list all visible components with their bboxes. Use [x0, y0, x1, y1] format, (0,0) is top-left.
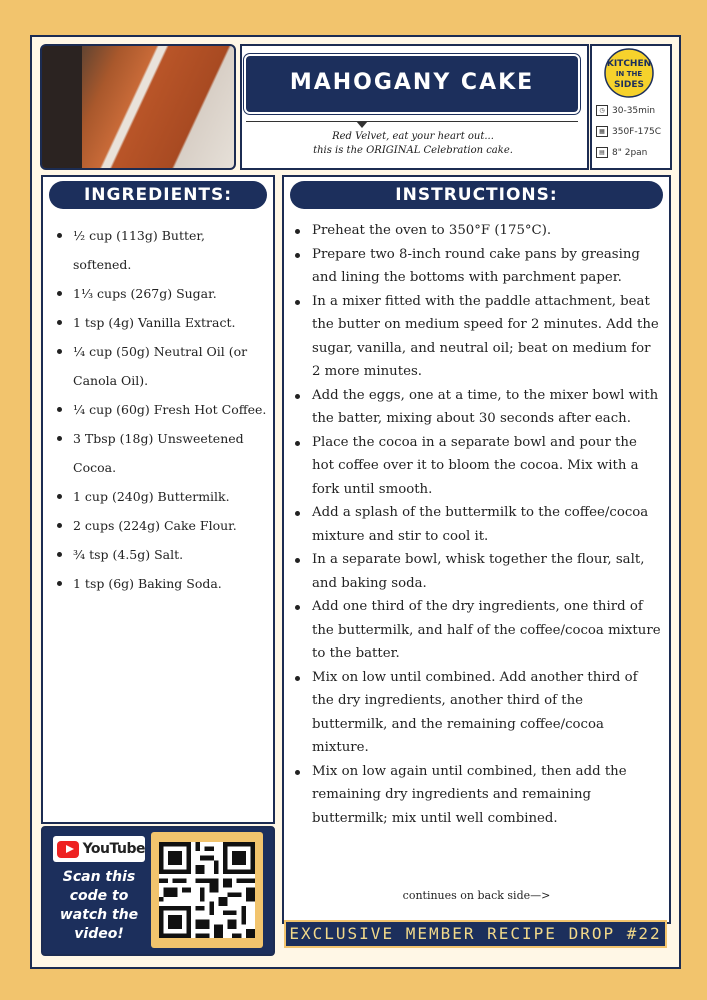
prep-time-value: 30-35min — [612, 105, 656, 116]
pan-icon: ▤ — [596, 147, 608, 158]
instruction-step: In a mixer fitted with the paddle attachment, beat the butter on medium speed for 2 minutes. Add the sugar, vanilla, and neutral oil; beat on medium for 2 more minutes. — [290, 290, 662, 384]
scan-instructions — [49, 868, 149, 944]
continues-note: continues on back side—> — [402, 889, 551, 902]
brand-logo — [599, 47, 659, 99]
meta-prep-time — [596, 105, 655, 116]
instructions-heading: INSTRUCTIONS: — [290, 181, 663, 209]
pan-size-value: 8" 2pan — [612, 147, 648, 158]
recipe-tagline — [248, 130, 578, 158]
meta-pan-size — [596, 147, 647, 158]
scan-line-1: Scan this — [62, 869, 136, 885]
ingredient-item: ¾ tsp (4.5g) Salt. — [53, 540, 267, 569]
ingredient-item: 2 cups (224g) Cake Flour. — [53, 511, 267, 540]
instruction-step: Preheat the oven to 350°F (175°C). — [290, 219, 662, 243]
tagline-line-1: Red Velvet, eat your heart out... — [332, 131, 494, 142]
clock-icon: ◷ — [596, 105, 608, 116]
instructions-list — [290, 219, 662, 830]
youtube-wordmark: YouTube — [82, 841, 145, 857]
temperature-value: 350F-175C — [612, 126, 662, 137]
ingredient-item: 1 tsp (4g) Vanilla Extract. — [53, 308, 267, 337]
ingredients-list — [53, 221, 267, 598]
instruction-step: Place the cocoa in a separate bowl and pour the hot coffee over it to bloom the cocoa. Mix with a fork until smooth. — [290, 431, 662, 502]
ingredients-heading: INGREDIENTS: — [49, 181, 267, 209]
instruction-step: Add a splash of the buttermilk to the coffee/cocoa mixture and stir to cool it. — [290, 501, 662, 548]
callout-pointer — [356, 121, 368, 128]
callout-line — [246, 121, 578, 122]
member-drop-banner: EXCLUSIVE MEMBER RECIPE DROP #22 — [284, 920, 667, 948]
scan-line-3: watch the — [59, 907, 139, 923]
recipe-title: MAHOGANY CAKE — [289, 70, 535, 95]
scan-line-4: video! — [74, 926, 124, 942]
ingredient-item: 1⅓ cups (267g) Sugar. — [53, 279, 267, 308]
ingredient-item: ¼ cup (60g) Fresh Hot Coffee. — [53, 395, 267, 424]
youtube-badge[interactable] — [53, 836, 145, 862]
ingredient-item: 1 cup (240g) Buttermilk. — [53, 482, 267, 511]
ingredients-panel — [41, 175, 275, 824]
instruction-step: Add the eggs, one at a time, to the mixer bowl with the batter, mixing about 30 seconds after each. — [290, 384, 662, 431]
instruction-step: Mix on low until combined. Add another third of the dry ingredients, another third of the buttermilk, and the remaining coffee/cocoa mixture. — [290, 666, 662, 760]
oven-icon: ▦ — [596, 126, 608, 137]
cake-photo — [40, 44, 236, 170]
logo-text-2: IN THE — [615, 70, 643, 78]
title-bar — [246, 56, 578, 112]
tagline-line-2: this is the ORIGINAL Celebration cake. — [313, 145, 513, 156]
instruction-step: Mix on low again until combined, then add the remaining dry ingredients and remaining buttermilk; mix until well combined. — [290, 760, 662, 831]
photo-shadow — [42, 46, 82, 168]
ingredient-item: 1 tsp (6g) Baking Soda. — [53, 569, 267, 598]
qr-code-icon[interactable] — [159, 842, 255, 938]
meta-temperature — [596, 126, 661, 137]
logo-text-3: SIDES — [614, 80, 644, 90]
youtube-panel — [41, 826, 275, 956]
logo-text-1: KITCHEN — [606, 59, 652, 69]
ingredient-item: ¼ cup (50g) Neutral Oil (or Canola Oil). — [53, 337, 267, 395]
instruction-step: Add one third of the dry ingredients, one third of the buttermilk, and half of the coffee/cocoa mixture to the batter. — [290, 595, 662, 666]
instruction-step: In a separate bowl, whisk together the flour, salt, and baking soda. — [290, 548, 662, 595]
youtube-play-icon — [57, 841, 79, 858]
scan-line-2: code to — [69, 888, 129, 904]
qr-frame — [151, 832, 263, 948]
instructions-panel — [282, 175, 671, 924]
ingredient-item: 3 Tbsp (18g) Unsweetened Cocoa. — [53, 424, 267, 482]
instruction-step: Prepare two 8-inch round cake pans by greasing and lining the bottoms with parchment paper. — [290, 243, 662, 290]
ingredient-item: ½ cup (113g) Butter, softened. — [53, 221, 267, 279]
